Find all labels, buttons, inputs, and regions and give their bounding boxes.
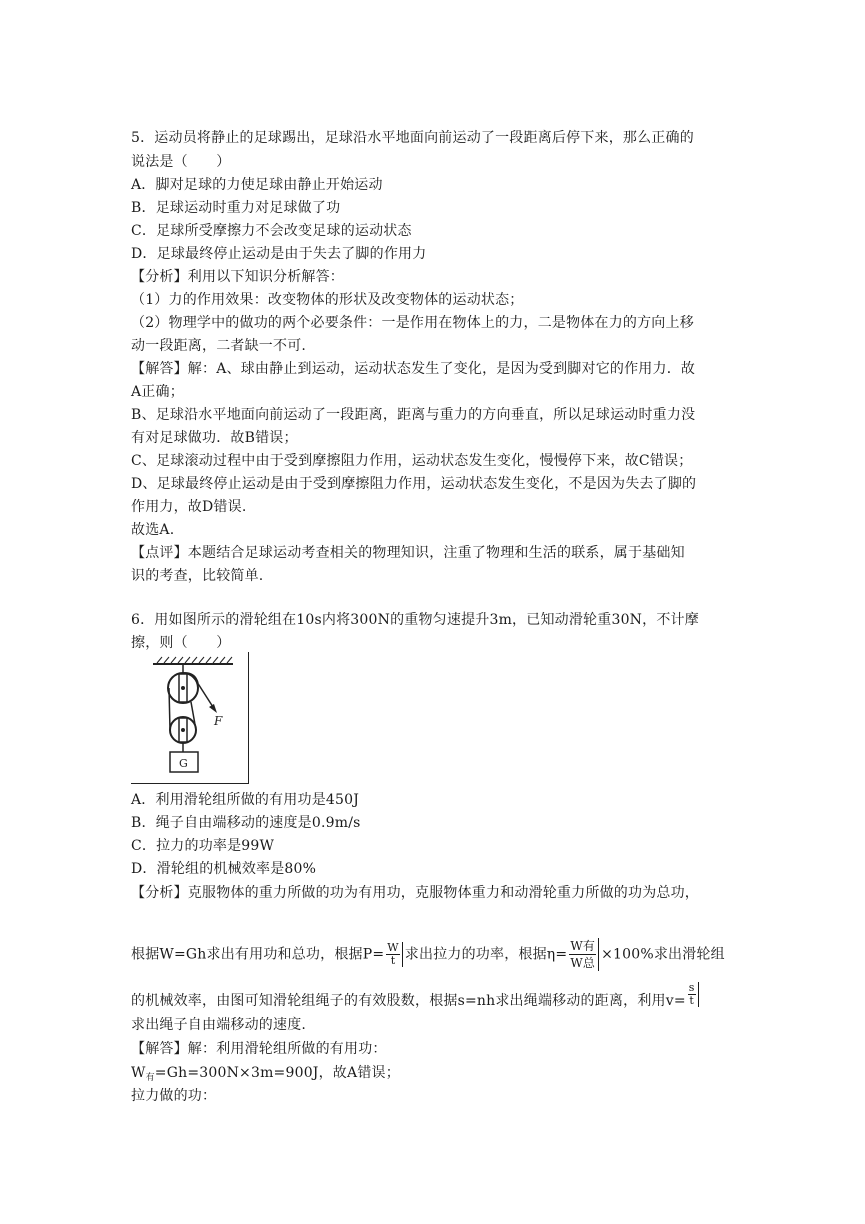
efficiency-fraction-denominator: W总 bbox=[570, 956, 596, 970]
weight-label: G bbox=[179, 757, 188, 770]
q5-solution-line-6: D、足球最终停止运动是由于受到摩擦阻力作用，运动状态发生变化，不是因为失去了脚的 bbox=[131, 476, 697, 492]
q6-analysis-line-2 bbox=[131, 938, 725, 971]
q5-answer: 故选A. bbox=[131, 522, 175, 538]
efficiency-fraction-numerator: W有 bbox=[570, 939, 596, 953]
q6-stem-line-2: 擦，则（ ） bbox=[131, 635, 231, 651]
force-label: F bbox=[214, 714, 223, 728]
q5-solution-line-7: 作用力，故D错误. bbox=[131, 499, 247, 515]
q5-solution-line-4: 有对足球做功．故B错误； bbox=[131, 430, 298, 446]
q5-solution-line-3: B、足球沿水平地面向前运动了一段距离，距离与重力的方向垂直，所以足球运动时重力没 bbox=[131, 407, 696, 423]
q6-analysis-line-4: 求出绳子自由端移动的速度. bbox=[131, 1017, 307, 1033]
q5-comment-line-1: 【点评】本题结合足球运动考查相关的物理知识，注重了物理和生活的联系，属于基础知 bbox=[131, 545, 685, 561]
q5-comment-line-2: 识的考查，比较简单. bbox=[131, 568, 264, 584]
q6-analysis-line-2-b: 求出拉力的功率，根据η= bbox=[404, 946, 568, 963]
q6-analysis-line-3 bbox=[131, 980, 701, 1011]
pulley-system-figure bbox=[131, 652, 249, 784]
velocity-fraction-denominator: t bbox=[689, 993, 695, 1007]
pulley-diagram bbox=[131, 652, 248, 783]
power-fraction-numerator: W bbox=[387, 941, 399, 954]
q6-solution-line-3: 拉力做的功： bbox=[131, 1088, 217, 1104]
q5-option-a: A．脚对足球的力使足球由静止开始运动 bbox=[131, 177, 383, 193]
q5-option-c: C．足球所受摩擦力不会改变足球的运动状态 bbox=[131, 223, 412, 239]
q6-option-d: D．滑轮组的机械效率是80% bbox=[131, 861, 317, 877]
q6-option-c: C．拉力的功率是99W bbox=[131, 838, 275, 854]
power-fraction-denominator: t bbox=[390, 954, 396, 967]
q6-analysis-line-2-a: 根据W=Gh求出有用功和总功，根据P= bbox=[131, 946, 385, 963]
q5-solution-line-1: 【解答】解：A、球由静止到运动，运动状态发生了变化，是因为受到脚对它的作用力．故 bbox=[131, 361, 696, 377]
efficiency-formula-fraction bbox=[569, 938, 599, 971]
q5-analysis-point-2-cont: 动一段距离，二者缺一不可. bbox=[131, 338, 307, 354]
q5-solution-line-5: C、足球滚动过程中由于受到摩擦阻力作用，运动状态发生变化，慢慢停下来，故C错误； bbox=[131, 453, 693, 469]
q6-option-b: B．绳子自由端移动的速度是0.9m/s bbox=[131, 815, 361, 831]
q5-analysis-point-1: （1）力的作用效果：改变物体的形状及改变物体的运动状态； bbox=[131, 292, 524, 308]
q5-analysis-heading: 【分析】利用以下知识分析解答： bbox=[131, 269, 344, 285]
q6-analysis-line-1: 【分析】克服物体的重力所做的功为有用功，克服物体重力和动滑轮重力所做的功为总功， bbox=[131, 885, 699, 901]
work-symbol: W bbox=[131, 1065, 146, 1081]
q6-solution-line-1: 【解答】解：利用滑轮组所做的有用功： bbox=[131, 1041, 387, 1057]
q6-analysis-line-3-a: 的机械效率，由图可知滑轮组绳子的有效股数，根据s=nh求出绳端移动的距离，利用v= bbox=[131, 993, 686, 1009]
work-subscript: 有 bbox=[145, 1073, 155, 1083]
q6-solution-line-2-rest: =Gh=300N×3m=900J，故A错误； bbox=[154, 1065, 400, 1081]
power-formula-fraction bbox=[386, 942, 403, 967]
velocity-formula-fraction bbox=[688, 982, 699, 1007]
q6-stem-line-1: 6．用如图所示的滑轮组在10s内将300N的重物匀速提升3m，已知动滑轮重30N，不计摩 bbox=[131, 612, 699, 628]
q5-option-b: B．足球运动时重力对足球做了功 bbox=[131, 200, 341, 216]
q5-stem-line-2: 说法是（ ） bbox=[131, 154, 231, 170]
q6-solution-line-2 bbox=[131, 1063, 400, 1088]
q5-option-d: D．足球最终停止运动是由于失去了脚的作用力 bbox=[131, 246, 427, 262]
q5-analysis-point-2: （2）物理学中的做功的两个必要条件：一是作用在物体上的力，二是物体在力的方向上移 bbox=[131, 315, 694, 331]
q6-option-a: A．利用滑轮组所做的有用功是450J bbox=[131, 792, 360, 808]
q5-stem-line-1: 5．运动员将静止的足球踢出，足球沿水平地面向前运动了一段距离后停下来，那么正确的 bbox=[131, 130, 694, 146]
velocity-fraction-numerator: s bbox=[688, 980, 695, 994]
q6-analysis-line-2-c: ×100%求出滑轮组 bbox=[601, 946, 725, 963]
q5-solution-line-2: A正确； bbox=[131, 384, 184, 400]
